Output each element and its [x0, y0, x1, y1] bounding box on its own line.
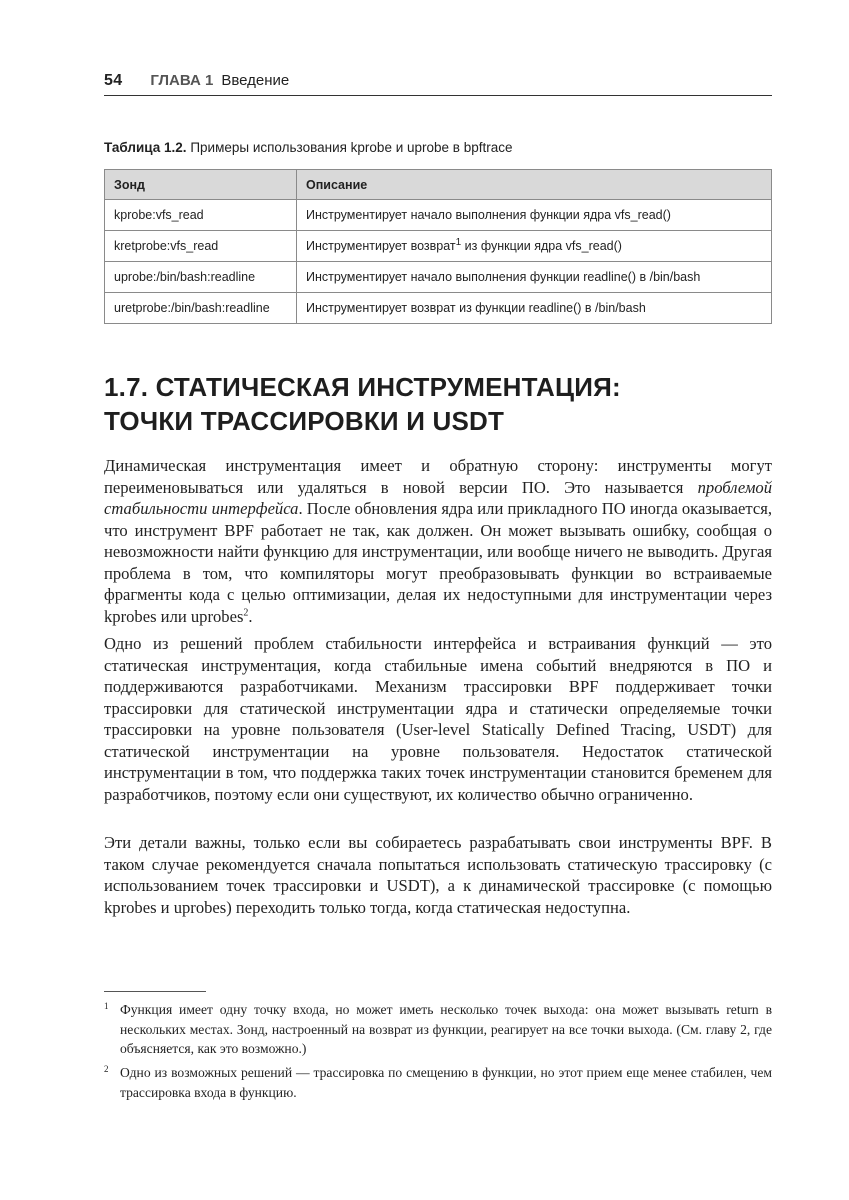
- probe-cell: kprobe:vfs_read: [105, 200, 297, 231]
- table-row: [105, 200, 772, 231]
- description-text: Инструментирует возврат: [306, 239, 456, 253]
- table-row: [105, 293, 772, 324]
- emphasis-term: проблемой стабильности интерфейса: [104, 477, 772, 518]
- paragraph-text: Динамическая инструментация имеет и обратную сторону: инструменты могут переименовываться или удаляться в новой версии ПО. Это называется: [104, 456, 772, 497]
- column-header-probe: Зонд: [105, 170, 297, 200]
- probe-cell: uprobe:/bin/bash:readline: [105, 262, 297, 293]
- chapter-title: Введение: [221, 72, 290, 89]
- footnote-divider: [104, 991, 206, 992]
- probe-cell: kretprobe:vfs_read: [105, 231, 297, 262]
- description-cell: Инструментирует возврат из функции readline() в /bin/bash: [297, 293, 772, 324]
- section-heading-line-2: ТОЧКИ ТРАССИРОВКИ И USDT: [104, 406, 505, 436]
- column-header-description: Описание: [297, 170, 772, 200]
- footnote-text: Одно из возможных решений — трассировка по смещению в функции, но этот прием еще менее стабилен, чем трассировка входа в функцию.: [120, 1065, 772, 1100]
- paragraph-text: .: [248, 606, 253, 626]
- page-number: 54: [104, 72, 123, 89]
- probe-examples-table: [104, 169, 772, 324]
- running-header: [104, 72, 772, 96]
- table-header-row: [105, 170, 772, 200]
- probe-cell: uretprobe:/bin/bash:readline: [105, 293, 297, 324]
- table-caption-label: Таблица 1.2.: [104, 140, 187, 155]
- footnote-ref-2: 2: [243, 606, 249, 618]
- description-cell: Инструментирует начало выполнения функции ядра vfs_read(): [297, 200, 772, 231]
- paragraph-2: Одно из решений проблем стабильности интерфейса и встраивания функций — это статическая инструментация, когда стабильные имена событий внедряются в ПО и поддерживаются разработчиками. Механизм трассировки BPF поддерживает точки трассировки для статической инструментации ядра и статически определяемые точки трассировки на уровне пользователя (User-level Statically Defined Tracing, USDT) для статической инструментации на уровне пользователя. Недостаток статической инструментации в том, что поддержка таких точек инструментации становится бременем для разработчиков, поэтому если они существуют, их количество обычно ограниченно.: [104, 634, 772, 804]
- table-caption-text: Примеры использования kprobe и uprobe в bpftrace: [190, 140, 513, 155]
- table-row: [105, 262, 772, 293]
- footnote-1: [104, 1000, 772, 1059]
- description-cell: Инструментирует начало выполнения функции readline() в /bin/bash: [297, 262, 772, 293]
- footnote-number: 1: [104, 1001, 109, 1011]
- description-cell: [297, 231, 772, 262]
- section-heading: [104, 370, 772, 438]
- footnote-number: 2: [104, 1064, 109, 1074]
- footnote-text: Функция имеет одну точку входа, но может иметь несколько точек выхода: она может вызывать return в нескольких местах. Зонд, настроенный на возврат из функции, реагирует на все точки выхода. (См. главу 2, где объясняется, как это возможно.): [120, 1002, 772, 1056]
- section-heading-line-1: 1.7. СТАТИЧЕСКАЯ ИНСТРУМЕНТАЦИЯ:: [104, 372, 621, 402]
- paragraph-text: . После обновления ядра или прикладного ПО иногда оказывается, что инструмент BPF работает не так, как должен. Он может вызывать ошибку, сообщая о невозможности найти функцию для инструментации, или вообще ничего не выводить. Другая проблема в том, что компиляторы могут преобразовывать функции во встраиваемые фрагменты кода с целью оптимизации, делая их недоступными для инструментации через kprobes или uprobes: [104, 499, 772, 626]
- description-text: из функции ядра vfs_read(): [461, 239, 622, 253]
- footnote-ref-1: 1: [455, 236, 462, 248]
- paragraph-3: Эти детали важны, только если вы собираетесь разрабатывать свои инструменты BPF. В таком случае рекомендуется сначала попытаться использовать статическую трассировку (с использованием точек трассировки и USDT), а к динамической трассировке (с помощью kprobes и uprobes) переходить только тогда, когда статическая недоступна.: [104, 833, 772, 917]
- footnote-2: [104, 1063, 772, 1102]
- table-caption: [104, 140, 512, 155]
- chapter-label: ГЛАВА 1: [150, 72, 214, 89]
- table-row: [105, 231, 772, 262]
- paragraph-1: [104, 455, 772, 627]
